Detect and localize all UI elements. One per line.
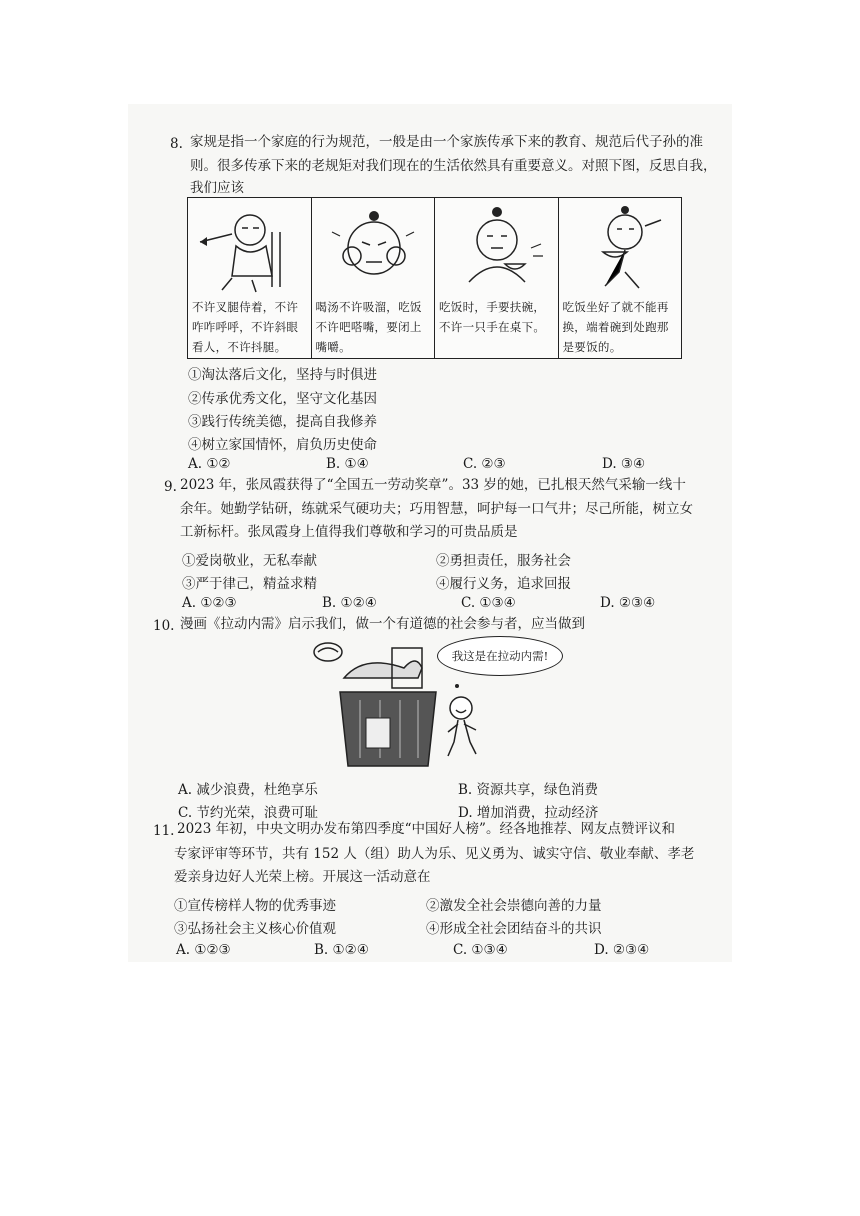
q10-number: 10. (153, 618, 175, 634)
q9-statement-1: ①爱岗敬业，无私奉献 (182, 553, 317, 569)
comic-caption-3: 吃饭时，手要扶碗，不许一只手在桌下。 (439, 300, 546, 334)
q11-number: 11. (153, 823, 175, 839)
comic-caption-2: 喝汤不许吸溜，吃饭不许吧嗒嘴，要闭上嘴嚼。 (315, 300, 422, 354)
q9-number: 9. (164, 479, 177, 495)
q9-option-d: D. ②③④ (600, 595, 656, 611)
q8-statement-2: ②传承优秀文化，坚守文化基因 (188, 391, 377, 407)
q8-number: 8. (170, 136, 183, 152)
q11-statement-4: ④形成全社会团结奋斗的共识 (426, 921, 602, 937)
q10-option-d: D. 增加消费，拉动经济 (458, 805, 599, 821)
q9-stem-line1: 2023 年，张凤霞获得了“全国五一劳动奖章”。33 岁的她，已扎根天然气采输一线十 (180, 477, 686, 493)
q10-option-a: A. 减少浪费，杜绝享乐 (178, 782, 318, 798)
q8-option-b: B. ①④ (326, 456, 369, 472)
q8-option-a: A. ①② (188, 456, 231, 472)
q8-stem-line3: 我们应该 (190, 180, 244, 196)
comic-panel-2 (312, 198, 436, 358)
q8-stem-line1: 家规是指一个家庭的行为规范，一般是由一个家族传承下来的教育、规范后代子孙的准 (190, 134, 703, 150)
q9-statement-2: ②勇担责任，服务社会 (436, 553, 571, 569)
q9-stem-line3: 工新标杆。张凤霞身上值得我们尊敬和学习的可贵品质是 (180, 524, 518, 540)
q8-stem-line2: 则。很多传承下来的老规矩对我们现在的生活依然具有重要意义。对照下图，反思自我， (190, 158, 717, 174)
family-rules-comic-strip (187, 197, 682, 359)
q9-statement-3: ③严于律己，精益求精 (182, 576, 317, 592)
comic-panel-4 (559, 198, 682, 358)
comic-panel-3 (435, 198, 559, 358)
q8-option-d: D. ③④ (602, 456, 646, 472)
q9-option-b: B. ①②④ (322, 595, 377, 611)
q8-option-c: C. ②③ (463, 456, 506, 472)
q11-option-b: B. ①②④ (314, 942, 369, 958)
comic-caption-4: 吃饭坐好了就不能再换，端着碗到处跑那是要饭的。 (562, 300, 669, 354)
comic-caption-1: 不许叉腿侍着，不许咋咋呼呼，不许斜眼看人，不许抖腿。 (192, 300, 299, 354)
chewing-figure-icon (316, 202, 432, 294)
q10-option-b: B. 资源共享，绿色消费 (458, 782, 599, 798)
speech-bubble-text: 我这是在拉动内需! (451, 649, 549, 663)
q11-statement-1: ①宣传榜样人物的优秀事迹 (174, 898, 336, 914)
q8-statement-1: ①淘汰落后文化，坚持与时俱进 (188, 367, 377, 383)
running-figure-icon (563, 202, 679, 294)
q9-option-a: A. ①②③ (182, 595, 237, 611)
comic-panel-1 (188, 198, 312, 358)
q8-statement-3: ③践行传统美德，提高自我修养 (188, 414, 377, 430)
eating-figure-icon (439, 202, 555, 294)
q9-statement-4: ④履行义务，追求回报 (436, 576, 571, 592)
q11-option-d: D. ②③④ (594, 942, 650, 958)
q8-statement-4: ④树立家国情怀，肩负历史使命 (188, 437, 377, 453)
q11-statement-2: ②激发全社会崇德向善的力量 (426, 898, 602, 914)
q9-option-c: C. ①③④ (461, 595, 516, 611)
q11-option-c: C. ①③④ (453, 942, 508, 958)
q11-statement-3: ③弘扬社会主义核心价值观 (174, 921, 336, 937)
q11-stem-line1: 2023 年初，中央文明办发布第四季度“中国好人榜”。经各地推荐、网友点赞评议和 (177, 821, 675, 837)
q10-option-c: C. 节约光荣，浪费可耻 (178, 805, 318, 821)
trash-can-cartoon-icon (304, 638, 454, 770)
lounging-figure-icon (192, 202, 308, 294)
q11-option-a: A. ①②③ (176, 942, 231, 958)
speech-bubble (437, 636, 563, 676)
q11-stem-line3: 爱亲身边好人光荣上榜。开展这一活动意在 (174, 869, 431, 885)
smiling-person-icon (444, 680, 484, 758)
q10-stem: 漫画《拉动内需》启示我们，做一个有道德的社会参与者，应当做到 (180, 616, 585, 632)
q9-stem-line2: 余年。她勤学钻研，练就采气硬功夫；巧用智慧，呵护每一口气井；尽己所能，树立女 (180, 501, 693, 517)
q11-stem-line2: 专家评审等环节，共有 152 人（组）助人为乐、见义勇为、诚实守信、敬业奉献、孝老 (174, 846, 695, 862)
